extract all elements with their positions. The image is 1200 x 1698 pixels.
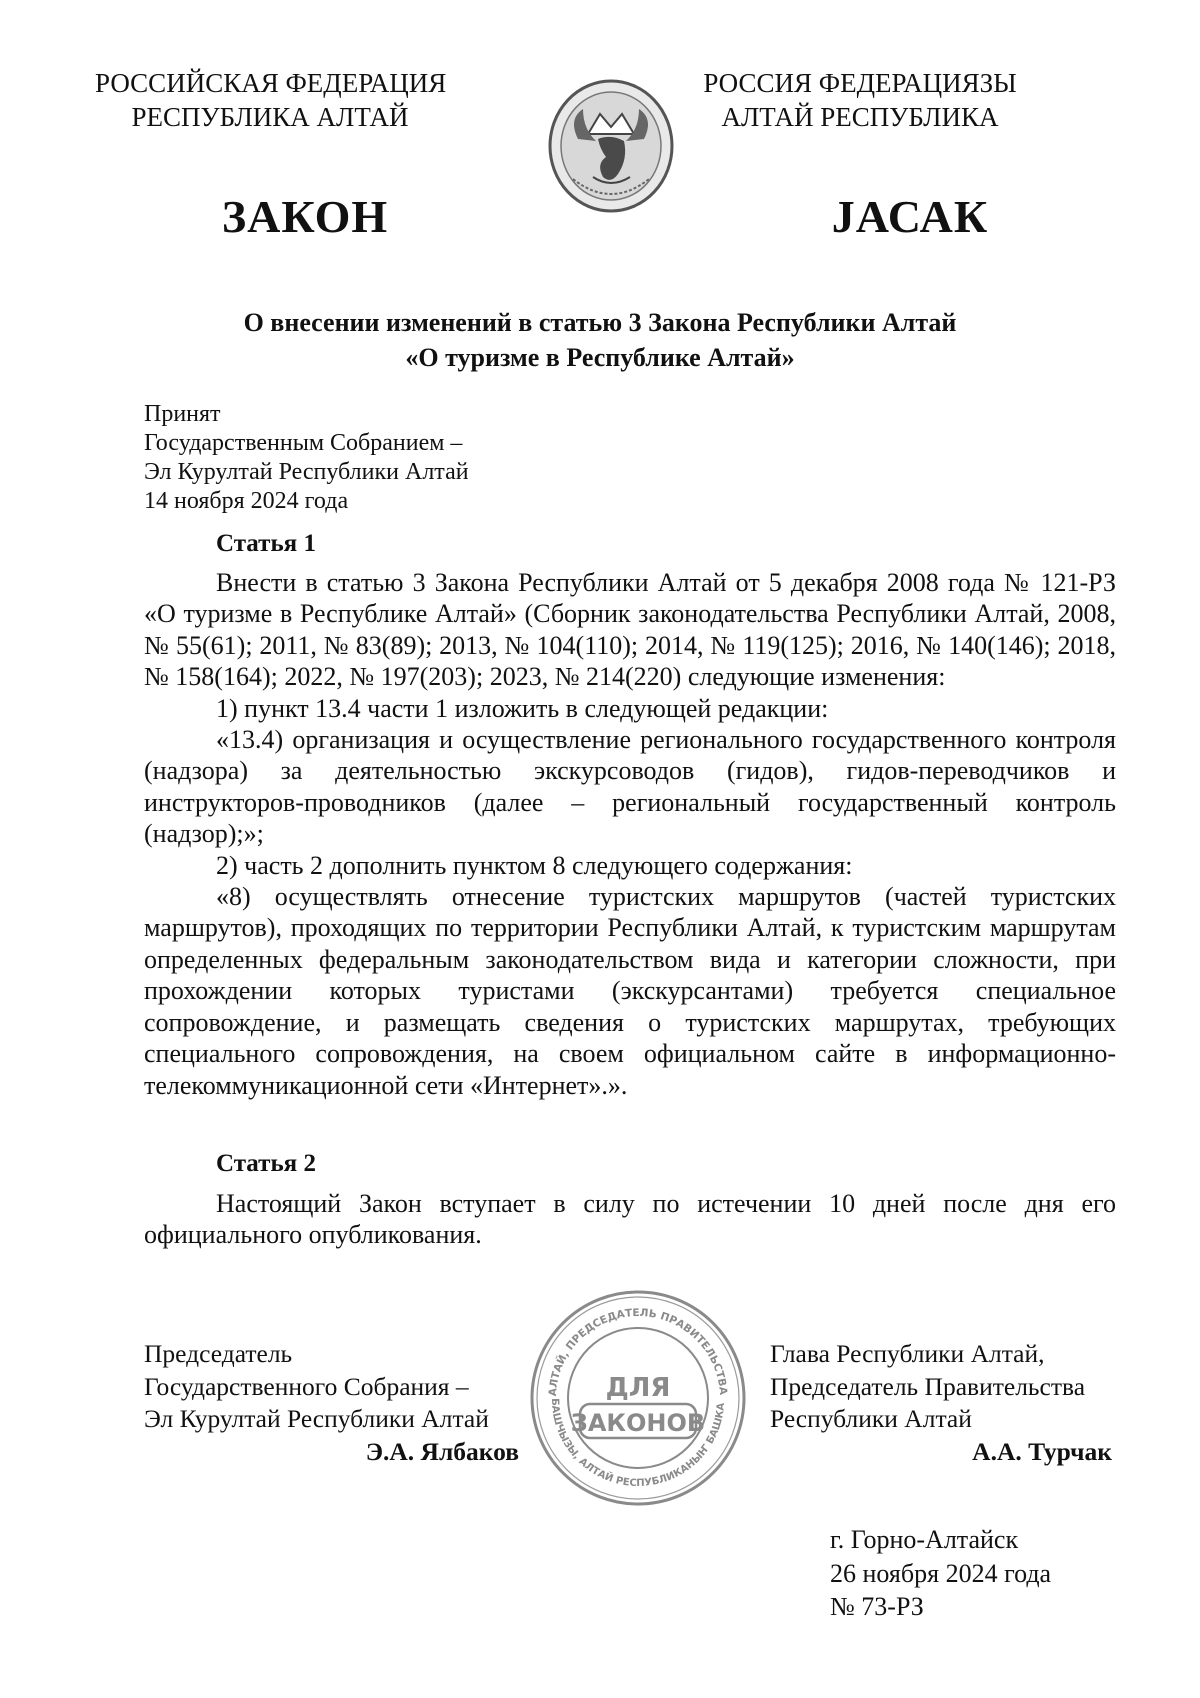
signature-right — [770, 1338, 1112, 1468]
header-left — [95, 66, 445, 134]
header-right-line-2: АЛТАЙ РЕСПУБЛИКА — [721, 102, 999, 132]
seal-center-bottom: ЗАКОНОВ — [570, 1409, 706, 1437]
seal-ring-bottom-text: БАШЧЫЗЫ, АЛТАЙ РЕСПУБЛИКАНЫҤ БАШКА — [548, 1398, 728, 1490]
seal-ring-top-text: АЛТАЙ, ПРЕДСЕДАТЕЛЬ ПРАВИТЕЛЬСТВА — [546, 1306, 730, 1397]
official-seal — [528, 1288, 748, 1508]
signature-left-line-2: Государственного Собрания – — [144, 1371, 469, 1401]
signature-right-name: А.А. Турчак — [972, 1436, 1112, 1466]
signature-left-line-1: Председатель — [144, 1339, 293, 1368]
header-right — [685, 66, 1035, 134]
article-1-body — [144, 567, 1116, 1101]
signature-right-line-3: Республики Алтай — [770, 1404, 972, 1433]
article-2-paragraph: Настоящий Закон вступает в силу по истечении 10 дней после дня его официального опубликования. — [144, 1189, 1116, 1250]
article-2-body — [144, 1188, 1116, 1251]
header-left-line-2: РЕСПУБЛИКА АЛТАЙ — [131, 102, 409, 132]
adoption-line-3: Эл Курултай Республики Алтай — [144, 459, 469, 485]
law-number: № 73-РЗ — [830, 1592, 924, 1621]
place-date: 26 ноября 2024 года — [830, 1558, 1052, 1588]
republic-emblem-icon — [548, 79, 674, 213]
adoption-line-1: Принят — [144, 401, 221, 427]
article-1-paragraph: «8) осуществлять отнесение туристских маршрутов (частей туристских маршрутов), проходящих по территории Республики Алтай, к туристским маршрутам определенных федеральным законодательством вида и категории сложности, при прохождении которых туристами (экскурсантами) требуется специальное сопровождение, и размещать сведения о туристских маршрутах, требующих специального сопровождения, на своем официальном сайте в информационно-телекоммуникационной сети «Интернет».». — [144, 882, 1116, 1100]
law-word-right: JАСАК — [831, 191, 989, 242]
adoption-info — [144, 400, 469, 516]
signature-right-line-2: Председатель Правительства — [770, 1371, 1086, 1401]
seal-center-top: ДЛЯ — [605, 1373, 671, 1403]
article-1-paragraph: «13.4) организация и осуществление регионального государственного контроля (надзора) за деятельностью экскурсоводов (гидов), гидов-переводчиков и инструкторов-проводников (далее – региональный государственный контроль (надзор);»; — [144, 725, 1116, 849]
article-2-heading: Статья 2 — [216, 1150, 316, 1177]
signature-left-line-3: Эл Курултай Республики Алтай — [144, 1404, 489, 1433]
law-word-left: ЗАКОН — [221, 191, 389, 242]
article-1-heading: Статья 1 — [216, 530, 316, 557]
adoption-line-2: Государственным Собранием – — [144, 430, 463, 456]
header-left-line-1: РОССИЙСКАЯ ФЕДЕРАЦИЯ — [95, 68, 447, 98]
article-1-paragraph: 1) пункт 13.4 части 1 изложить в следующей редакции: — [216, 693, 829, 723]
document-title — [100, 305, 1100, 375]
title-line-1: О внесении изменений в статью 3 Закона Республики Алтай — [243, 308, 957, 337]
article-1-paragraph: 2) часть 2 дополнить пунктом 8 следующего содержания: — [216, 850, 853, 880]
adoption-line-4: 14 ноября 2024 года — [144, 488, 349, 514]
signature-left — [144, 1338, 519, 1468]
place-date-block — [830, 1523, 1051, 1624]
signature-left-name: Э.А. Ялбаков — [365, 1436, 519, 1466]
article-1-paragraph: Внести в статью 3 Закона Республики Алтай от 5 декабря 2008 года № 121-РЗ «О туризме в Республике Алтай» (Сборник законодательства Республики Алтай, 2008, № 55(61); 2011, № 83(89); 2013, № 104(110); 2014, № 119(125); 2016, № 140(146); 2018, № 158(164); 2022, № 197(203); 2023, № 214(220) следующие изменения: — [144, 568, 1116, 692]
signature-right-line-1: Глава Республики Алтай, — [770, 1339, 1045, 1368]
header-right-line-1: РОССИЯ ФЕДЕРАЦИЯЗЫ — [703, 68, 1017, 98]
title-line-2: «О туризме в Республике Алтай» — [405, 343, 795, 372]
place-city: г. Горно-Алтайск — [830, 1525, 1019, 1554]
